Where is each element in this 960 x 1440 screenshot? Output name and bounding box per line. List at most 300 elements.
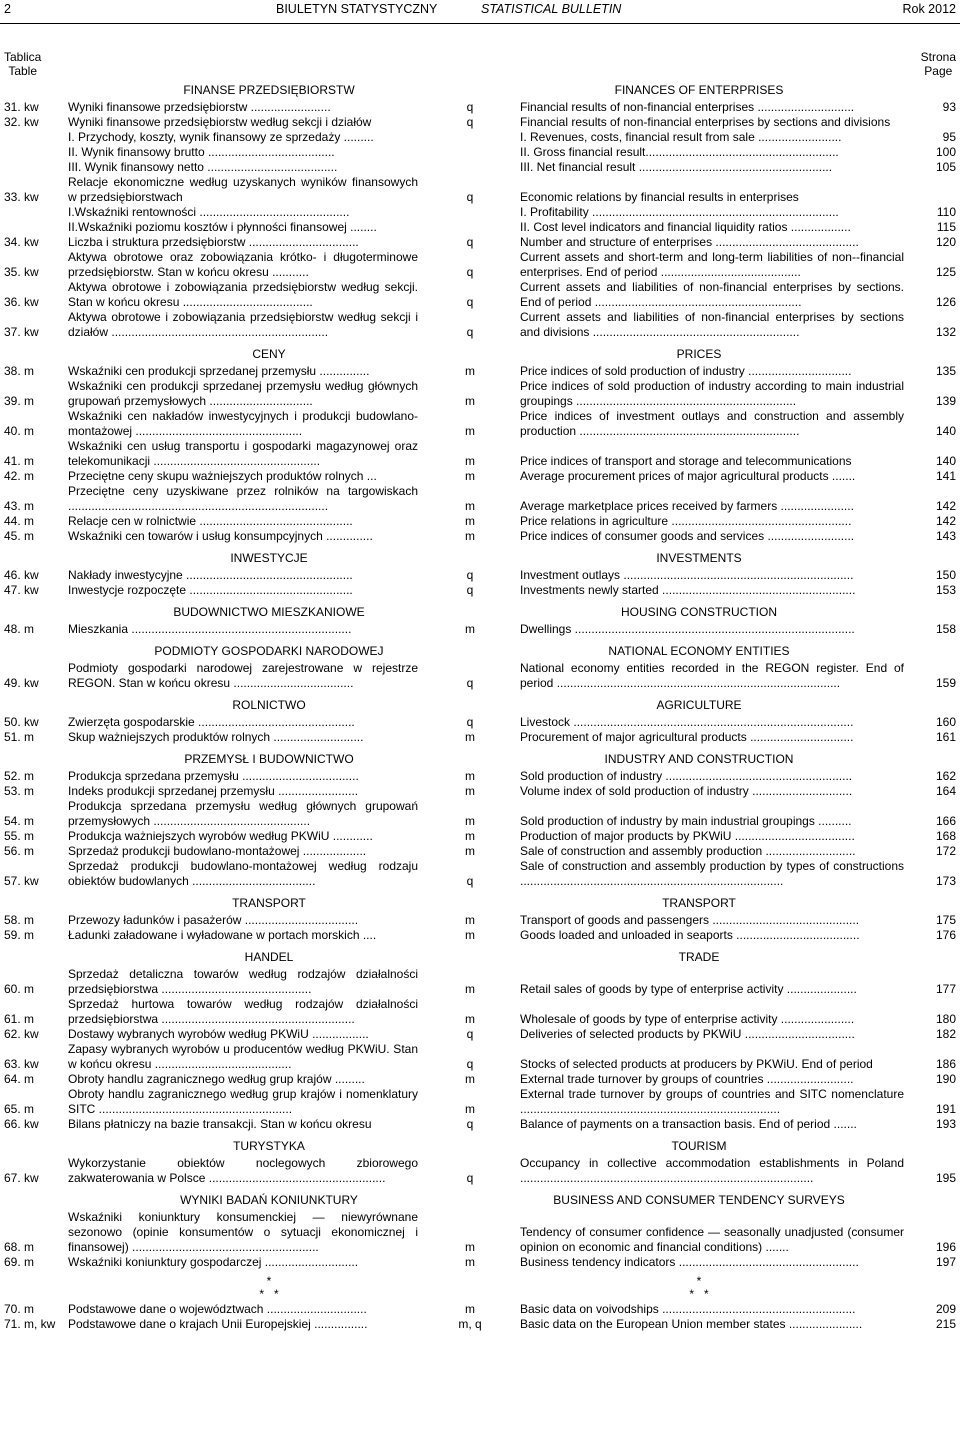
toc-entry[interactable] — [0, 769, 960, 784]
section-heading — [0, 695, 960, 715]
entry-title-en: Occupancy in collective accommodation establishments in Poland ........................................................................................ — [520, 1156, 904, 1185]
entry-title-pl: Wykorzystanie obiektów noclegowych zbiorowego zakwaterowania w Polsce ..................................................... — [68, 1156, 418, 1185]
table-number: 38. m — [4, 364, 35, 378]
entry-title-pl: Nakłady inwestycyjne .................................................. — [68, 568, 353, 582]
frequency-code: q — [466, 100, 474, 114]
entry-title-en: Price indices of consumer goods and services .......................... — [520, 529, 855, 543]
toc-entry[interactable] — [0, 715, 960, 730]
section-heading-en: TOURISM — [671, 1138, 727, 1153]
frequency-code: m — [465, 499, 475, 513]
frequency-code: m — [465, 814, 475, 828]
toc-entry[interactable] — [0, 1087, 960, 1117]
table-number: 48. m — [4, 622, 35, 636]
section-heading — [0, 548, 960, 568]
toc-entry[interactable] — [0, 409, 960, 439]
entry-title-en: Basic data on voivodships .......................................................... — [520, 1302, 856, 1316]
entry-title-en: Price relations in agriculture ...................................................... — [520, 514, 852, 528]
table-number: 31. kw — [4, 100, 39, 114]
entry-title-en: III. Net financial result .......................................................... — [520, 160, 833, 174]
entry-title-pl: I. Przychody, koszty, wynik finansowy ze sprzedaży ......... — [68, 130, 374, 144]
toc-entry[interactable] — [0, 928, 960, 943]
table-number: 41. m — [4, 454, 35, 468]
frequency-code: m — [465, 1302, 475, 1316]
entry-title-pl: Przeciętne ceny uzyskiwane przez rolników na targowiskach .............................................................................. — [68, 484, 418, 513]
entry-title-en: Price indices of transport and storage and telecommunications — [520, 454, 852, 468]
entry-title-pl: Skup ważniejszych produktów rolnych ........................... — [68, 730, 364, 744]
publication-title-en: STATISTICAL BULLETIN — [481, 2, 622, 16]
toc-entry[interactable] — [0, 1117, 960, 1132]
frequency-code: m — [465, 529, 475, 543]
toc-entry[interactable] — [0, 1042, 960, 1072]
entry-title-pl: II. Wynik finansowy brutto ...................................... — [68, 145, 335, 159]
section-heading-pl: TRANSPORT — [232, 895, 306, 910]
section-heading-en: FINANCES OF ENTERPRISES — [614, 82, 784, 97]
page-ref: 190 — [935, 1072, 956, 1086]
table-number: 40. m — [4, 424, 35, 438]
frequency-code: q — [466, 715, 474, 729]
entry-title-en: Business tendency indicators ...................................................... — [520, 1255, 859, 1269]
page-ref: 132 — [935, 325, 956, 339]
page-ref: 173 — [935, 874, 956, 888]
toc-entry[interactable] — [0, 583, 960, 598]
entry-title-pl: Wyniki finansowe przedsiębiorstw według sekcji i działów — [68, 115, 372, 129]
toc-entry[interactable] — [0, 220, 960, 235]
toc-entry[interactable] — [0, 160, 960, 175]
entry-title-en: II. Gross financial result.......................................................... — [520, 145, 839, 159]
table-number: 63. kw — [4, 1057, 39, 1071]
entry-title-en: Transport of goods and passengers ............................................ — [520, 913, 860, 927]
table-number: 59. m — [4, 928, 35, 942]
entry-title-en: Sold production of industry by main industrial groupings .......... — [520, 814, 852, 828]
page-ref: 142 — [935, 514, 956, 528]
frequency-code: m — [465, 1072, 475, 1086]
entry-title-pl: Produkcja sprzedana przemysłu według głównych grupowań przemysłowych ............................................... — [68, 799, 418, 828]
frequency-code: q — [466, 1057, 474, 1071]
section-heading — [0, 893, 960, 913]
entry-title-en: Investments newly started .......................................................... — [520, 583, 856, 597]
entry-title-pl: Sprzedaż detaliczna towarów według rodzajów działalności przedsiębiorstwa ............................................. — [68, 967, 418, 996]
stars-pl — [0, 1275, 488, 1301]
page-ref: 142 — [935, 499, 956, 513]
table-number: 47. kw — [4, 583, 39, 597]
entry-title-pl: Sprzedaż produkcji budowlano-montażowej ................... — [68, 844, 367, 858]
frequency-code: q — [466, 235, 474, 249]
section-heading-pl: WYNIKI BADAŃ KONIUNKTURY — [180, 1192, 358, 1207]
section-heading-pl: HANDEL — [244, 949, 294, 964]
table-number: 50. kw — [4, 715, 39, 729]
entry-title-en: Procurement of major agricultural products ............................... — [520, 730, 854, 744]
entry-title-en: II. Cost level indicators and financial liquidity ratios .................. — [520, 220, 851, 234]
toc-entry[interactable] — [0, 514, 960, 529]
section-heading-pl: PRZEMYSŁ I BUDOWNICTWO — [184, 751, 354, 766]
page-ref: 143 — [935, 529, 956, 543]
frequency-code: q — [466, 325, 474, 339]
table-number: 64. m — [4, 1072, 35, 1086]
star-line-1: * — [266, 1274, 272, 1288]
entry-title-pl: Obroty handlu zagranicznego według grup krajów i nomenklatury SITC .......................................................... — [68, 1087, 418, 1116]
page-ref: 196 — [935, 1240, 956, 1254]
entry-title-en: Average marketplace prices received by farmers ...................... — [520, 499, 854, 513]
entry-title-en: Goods loaded and unloaded in seaports ..................................... — [520, 928, 860, 942]
frequency-code: m — [465, 730, 475, 744]
table-number: 56. m — [4, 844, 35, 858]
frequency-code: m — [465, 928, 475, 942]
table-number: 32. kw — [4, 115, 39, 129]
toc-entry[interactable] — [0, 967, 960, 997]
page-ref: 139 — [935, 394, 956, 408]
entry-title-en: External trade turnover by groups of countries .......................... — [520, 1072, 854, 1086]
toc-entry[interactable] — [0, 913, 960, 928]
toc-entry[interactable] — [0, 439, 960, 469]
page-ref: 197 — [935, 1255, 956, 1269]
section-heading-en: PRICES — [676, 346, 722, 361]
toc-entry[interactable] — [0, 799, 960, 829]
entry-title-pl: Relacje cen w rolnictwie .............................................. — [68, 514, 353, 528]
toc-entry[interactable] — [0, 997, 960, 1027]
entry-title-en: Livestock .................................................................................... — [520, 715, 854, 729]
frequency-code: m, q — [458, 1317, 482, 1331]
frequency-code: q — [466, 874, 474, 888]
column-head-table — [4, 50, 41, 78]
section-heading — [0, 344, 960, 364]
frequency-code: q — [466, 676, 474, 690]
section-heading-en: BUSINESS AND CONSUMER TENDENCY SURVEYS — [553, 1192, 845, 1207]
entry-title-en: External trade turnover by groups of countries and SITC nomenclature .............................................................................. — [520, 1087, 904, 1116]
entry-title-en: Current assets and short-term and long-term liabilities of non--financial enterprises. End of period .......................................... — [520, 250, 904, 279]
frequency-code: m — [465, 1102, 475, 1116]
entry-title-en: Sale of construction and assembly production by types of constructions ............................................................................... — [520, 859, 904, 888]
toc-entry[interactable] — [0, 859, 960, 889]
page-number: 2 — [4, 2, 11, 16]
entry-title-en: Investment outlays ..................................................................... — [520, 568, 854, 582]
frequency-code: m — [465, 424, 475, 438]
section-heading-en: NATIONAL ECONOMY ENTITIES — [608, 643, 790, 658]
section-heading-en: INVESTMENTS — [656, 550, 742, 565]
entry-title-pl: Sprzedaż produkcji budowlano-montażowej według rodzaju obiektów budowlanych ..................................... — [68, 859, 418, 888]
entry-title-en: National economy entities recorded in the REGON register. End of period ..................................................................................... — [520, 661, 904, 690]
toc-entry[interactable] — [0, 484, 960, 514]
toc-entry[interactable] — [0, 235, 960, 250]
toc-entry[interactable] — [0, 100, 960, 115]
entry-title-en: Volume index of sold production of industry .............................. — [520, 784, 853, 798]
frequency-code: m — [465, 514, 475, 528]
table-number: 52. m — [4, 769, 35, 783]
section-heading-pl: ROLNICTWO — [232, 697, 306, 712]
entry-title-en: Wholesale of goods by type of enterprise activity ...................... — [520, 1012, 855, 1026]
entry-title-pl: Bilans płatniczy na bazie transakcji. Stan w końcu okresu — [68, 1117, 372, 1131]
table-number: 37. kw — [4, 325, 39, 339]
column-head-page-pl: Strona — [920, 50, 956, 64]
page-ref: 141 — [935, 469, 956, 483]
page-ref: 140 — [935, 454, 956, 468]
page-ref: 186 — [935, 1057, 956, 1071]
frequency-code: q — [466, 190, 474, 204]
table-number: 35. kw — [4, 265, 39, 279]
toc-entry[interactable] — [0, 115, 960, 130]
entry-title-pl: Wskaźniki cen towarów i usług konsumpcyjnych .............. — [68, 529, 373, 543]
entry-title-en: Current assets and liabilities of non-financial enterprises by sections and divisions .............................................................. — [520, 310, 904, 339]
entry-title-pl: III. Wynik finansowy netto ....................................... — [68, 160, 338, 174]
page-ref: 105 — [935, 160, 956, 174]
toc-entry[interactable] — [0, 661, 960, 691]
entry-title-pl: Aktywa obrotowe i zobowiązania przedsiębiorstw według sekcji i działów ................................................................. — [68, 310, 418, 339]
section-heading-pl: INWESTYCJE — [230, 550, 308, 565]
frequency-code: q — [466, 583, 474, 597]
table-number: 60. m — [4, 982, 35, 996]
table-of-contents — [0, 76, 960, 1332]
frequency-code: m — [465, 454, 475, 468]
entry-title-pl: Liczba i struktura przedsiębiorstw ................................. — [68, 235, 359, 249]
section-heading-pl: FINANSE PRZEDSIĘBIORSTW — [183, 82, 355, 97]
page-ref: 110 — [936, 205, 956, 219]
table-number: 62. kw — [4, 1027, 39, 1041]
entry-title-en: Stocks of selected products at producers by PKWiU. End of period — [520, 1057, 873, 1071]
entry-title-en: Basic data on the European Union member states ...................... — [520, 1317, 863, 1331]
entry-title-pl: Wskaźniki cen usług transportu i gospodarki magazynowej oraz telekomunikacji .................................................. — [68, 439, 418, 468]
entry-title-pl: Podmioty gospodarki narodowej zarejestrowane w rejestrze REGON. Stan w końcu okresu .................................... — [68, 661, 418, 690]
section-heading — [0, 1190, 960, 1210]
entry-title-en: Price indices of sold production of industry according to main industrial groupings .................................................................. — [520, 379, 904, 408]
toc-entry[interactable] — [0, 1255, 960, 1270]
page-ref: 140 — [935, 424, 956, 438]
stars-separator — [0, 1274, 960, 1302]
section-heading — [0, 749, 960, 769]
entry-title-pl: Wskaźniki cen produkcji sprzedanej przemysłu według głównych grupowań przemysłowych ............................... — [68, 379, 418, 408]
table-number: 67. kw — [4, 1171, 39, 1185]
frequency-code: q — [466, 115, 474, 129]
entry-title-en: I. Profitability .......................................................................... — [520, 205, 839, 219]
column-head-page-en: Page — [924, 64, 953, 78]
page-ref: 164 — [935, 784, 956, 798]
table-number: 69. m — [4, 1255, 35, 1269]
toc-entry[interactable] — [0, 1027, 960, 1042]
frequency-code: q — [466, 1171, 474, 1185]
toc-entry[interactable] — [0, 1317, 960, 1332]
page-ref: 175 — [935, 913, 956, 927]
table-number: 66. kw — [4, 1117, 39, 1131]
toc-entry[interactable] — [0, 469, 960, 484]
frequency-code: q — [466, 568, 474, 582]
toc-entry[interactable] — [0, 730, 960, 745]
entry-title-pl: Produkcja sprzedana przemysłu ................................... — [68, 769, 359, 783]
entry-title-en: Dwellings .................................................................................... — [520, 622, 855, 636]
page-ref: 153 — [935, 583, 956, 597]
section-heading — [0, 1136, 960, 1156]
entry-title-pl: Produkcja ważniejszych wyrobów według PKWiU ............ — [68, 829, 373, 843]
page-ref: 215 — [935, 1317, 956, 1331]
page-ref: 172 — [935, 844, 956, 858]
page-ref: 160 — [935, 715, 956, 729]
entry-title-en: Retail sales of goods by type of enterprise activity ..................... — [520, 982, 857, 996]
entry-title-pl: Aktywa obrotowe i zobowiązania przedsiębiorstw według sekcji. Stan w końcu okresu ....................................... — [68, 280, 418, 309]
page-ref: 176 — [935, 928, 956, 942]
entry-title-pl: Zwierzęta gospodarskie ............................................... — [68, 715, 355, 729]
toc-entry[interactable] — [0, 364, 960, 379]
frequency-code: m — [465, 982, 475, 996]
entry-title-pl: Sprzedaż hurtowa towarów według rodzajów działalności przedsiębiorstwa .......................................................... — [68, 997, 418, 1026]
page-ref: 95 — [942, 130, 956, 144]
entry-title-pl: Inwestycje rozpoczęte ................................................. — [68, 583, 353, 597]
entry-title-en: Financial results of non-financial enterprises ............................. — [520, 100, 855, 114]
table-number: 70. m — [4, 1302, 35, 1316]
page-ref: 126 — [935, 295, 956, 309]
entry-title-en: Financial results of non-financial enterprises by sections and divisions — [520, 115, 891, 129]
entry-title-en: Average procurement prices of major agricultural products ....... — [520, 469, 856, 483]
toc-entry[interactable] — [0, 205, 960, 220]
page-ref: 180 — [935, 1012, 956, 1026]
entry-title-pl: Wyniki finansowe przedsiębiorstw ........................ — [68, 100, 331, 114]
page-ref: 195 — [935, 1171, 956, 1185]
star-line-2: * * — [689, 1287, 709, 1301]
table-number: 39. m — [4, 394, 35, 408]
page-ref: 168 — [935, 829, 956, 843]
section-heading — [0, 80, 960, 100]
entry-title-en: Tendency of consumer confidence — seasonally unadjusted (consumer opinion on economic and financial conditions) ....... — [520, 1225, 904, 1254]
table-number: 33. kw — [4, 190, 39, 204]
entry-title-pl: Przewozy ładunków i pasażerów .................................. — [68, 913, 359, 927]
page-ref: 161 — [935, 730, 956, 744]
table-number: 42. m — [4, 469, 35, 483]
page-ref: 166 — [935, 814, 956, 828]
entry-title-pl: Dostawy wybranych wyrobów według PKWiU ................. — [68, 1027, 369, 1041]
frequency-code: m — [465, 829, 475, 843]
entry-title-pl: Aktywa obrotowe oraz zobowiązania krótko- i długoterminowe przedsiębiorstw. Stan w końcu okresu ........... — [68, 250, 418, 279]
star-line-2: * * — [259, 1287, 279, 1301]
toc-entry[interactable] — [0, 568, 960, 583]
frequency-code: m — [465, 844, 475, 858]
entry-title-pl: Wskaźniki cen nakładów inwestycyjnych i produkcji budowlano-montażowej .................................................. — [68, 409, 418, 438]
entry-title-en: Deliveries of selected products by PKWiU ................................. — [520, 1027, 855, 1041]
entry-title-en: Economic relations by financial results in enterprises — [520, 190, 799, 204]
entry-title-pl: Podstawowe dane o krajach Unii Europejskiej ................ — [68, 1317, 368, 1331]
toc-entry[interactable] — [0, 379, 960, 409]
entry-title-pl: Wskaźniki cen produkcji sprzedanej przemysłu ............... — [68, 364, 370, 378]
entry-title-pl: Przeciętne ceny skupu ważniejszych produktów rolnych ... — [68, 469, 377, 483]
page-ref: 120 — [935, 235, 956, 249]
entry-title-pl: Ładunki załadowane i wyładowane w portach morskich .... — [68, 928, 377, 942]
section-heading-en: TRADE — [678, 949, 720, 964]
toc-entry[interactable] — [0, 784, 960, 799]
frequency-code: q — [466, 1117, 474, 1131]
section-heading-pl: BUDOWNICTWO MIESZKANIOWE — [173, 604, 365, 619]
star-line-1: * — [696, 1274, 702, 1288]
section-heading-en: INDUSTRY AND CONSTRUCTION — [604, 751, 794, 766]
entry-title-pl: Relacje ekonomiczne według uzyskanych wyników finansowych w przedsiębiorstwach — [68, 175, 418, 204]
page-ref: 125 — [935, 265, 956, 279]
table-number: 53. m — [4, 784, 35, 798]
table-number: 49. kw — [4, 676, 39, 690]
table-number: 61. m — [4, 1012, 35, 1026]
table-number: 51. m — [4, 730, 35, 744]
frequency-code: m — [465, 769, 475, 783]
table-number: 55. m — [4, 829, 35, 843]
page-ref: 158 — [935, 622, 956, 636]
column-head-page — [921, 50, 956, 78]
table-number: 54. m — [4, 814, 35, 828]
toc-entry[interactable] — [0, 622, 960, 637]
entry-title-en: Production of major products by PKWiU .................................... — [520, 829, 855, 843]
table-number: 46. kw — [4, 568, 39, 582]
toc-entry[interactable] — [0, 844, 960, 859]
entry-title-en: Price indices of sold production of industry ............................... — [520, 364, 852, 378]
entry-title-pl: II.Wskaźniki poziomu kosztów i płynności finansowej ........ — [68, 220, 377, 234]
section-heading-en: AGRICULTURE — [656, 697, 742, 712]
toc-entry[interactable] — [0, 1210, 960, 1255]
entry-title-pl: Podstawowe dane o województwach .............................. — [68, 1302, 367, 1316]
publication-title-pl: BIULETYN STATYSTYCZNY — [276, 2, 438, 16]
column-head-table-pl: Tablica — [4, 50, 42, 64]
table-number: 44. m — [4, 514, 35, 528]
toc-entry[interactable] — [0, 310, 960, 340]
page-ref: 100 — [935, 145, 956, 159]
table-number: 57. kw — [4, 874, 39, 888]
entry-title-en: Sold production of industry ........................................................ — [520, 769, 853, 783]
entry-title-pl: Mieszkania .................................................................. — [68, 622, 352, 636]
frequency-code: q — [466, 295, 474, 309]
column-head-table-en: Table — [8, 64, 38, 78]
frequency-code: m — [465, 364, 475, 378]
page-ref: 193 — [935, 1117, 956, 1131]
entry-title-pl: Indeks produkcji sprzedanej przemysłu ........................ — [68, 784, 359, 798]
table-number: 58. m — [4, 913, 35, 927]
toc-entry[interactable] — [0, 1072, 960, 1087]
section-heading-en: TRANSPORT — [662, 895, 736, 910]
frequency-code: m — [465, 394, 475, 408]
page-ref: 209 — [935, 1302, 956, 1316]
table-number: 71. m, kw — [4, 1317, 56, 1331]
page-ref: 159 — [935, 676, 956, 690]
stars-en — [488, 1275, 960, 1301]
toc-entry[interactable] — [0, 175, 960, 205]
table-number: 36. kw — [4, 295, 39, 309]
table-number: 65. m — [4, 1102, 35, 1116]
frequency-code: q — [466, 1027, 474, 1041]
frequency-code: m — [465, 913, 475, 927]
entry-title-en: Price indices of investment outlays and construction and assembly production .................................................................. — [520, 409, 904, 438]
frequency-code: m — [465, 1012, 475, 1026]
page-ref: 93 — [942, 100, 956, 114]
page-ref: 135 — [935, 364, 956, 378]
entry-title-pl: Zapasy wybranych wyrobów u producentów według PKWiU. Stan w końcu okresu ......................................... — [68, 1042, 418, 1071]
page-ref: 150 — [935, 568, 956, 582]
toc-entry[interactable] — [0, 130, 960, 145]
toc-entry[interactable] — [0, 829, 960, 844]
section-heading-pl: TURYSTYKA — [233, 1138, 305, 1153]
toc-entry[interactable] — [0, 280, 960, 310]
toc-entry[interactable] — [0, 1156, 960, 1186]
toc-entry[interactable] — [0, 529, 960, 544]
toc-entry[interactable] — [0, 250, 960, 280]
page-ref: 191 — [935, 1102, 956, 1116]
frequency-code: m — [465, 1255, 475, 1269]
section-heading-pl: PODMIOTY GOSPODARKI NARODOWEJ — [154, 643, 384, 658]
entry-title-pl: Wskaźniki koniunktury konsumenckiej — niewyrównane sezonowo (opinie konsumentów o sytuacji ekonomicznej i finansowej) ........................................................ — [68, 1210, 418, 1254]
entry-title-pl: I.Wskaźniki rentowności ............................................. — [68, 205, 350, 219]
section-heading — [0, 947, 960, 967]
toc-entry[interactable] — [0, 1302, 960, 1317]
running-header — [0, 0, 960, 24]
entry-title-pl: Wskaźniki koniunktury gospodarczej ............................ — [68, 1255, 359, 1269]
publication-year: Rok 2012 — [902, 2, 956, 16]
page-ref: 115 — [936, 220, 956, 234]
frequency-code: m — [465, 1240, 475, 1254]
table-number: 45. m — [4, 529, 35, 543]
toc-entry[interactable] — [0, 145, 960, 160]
entry-title-en: Current assets and liabilities of non-financial enterprises by sections. End of period .............................................................. — [520, 280, 904, 309]
frequency-code: m — [465, 469, 475, 483]
table-number: 43. m — [4, 499, 35, 513]
entry-title-en: Number and structure of enterprises ........................................... — [520, 235, 859, 249]
